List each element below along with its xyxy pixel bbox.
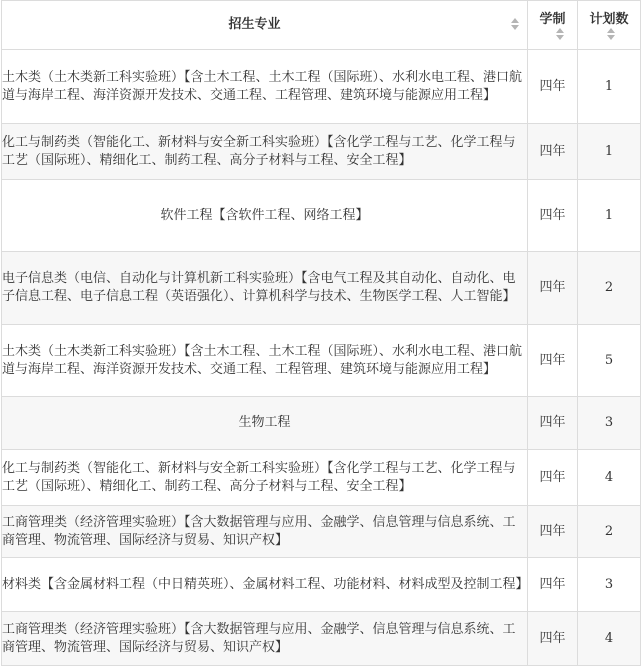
count-cell: 5 bbox=[578, 325, 641, 397]
years-cell: 四年 bbox=[528, 450, 578, 506]
major-cell: 生物工程 bbox=[2, 397, 528, 450]
sort-icon[interactable] bbox=[556, 28, 564, 40]
years-cell: 四年 bbox=[528, 612, 578, 666]
column-header-count[interactable] bbox=[578, 1, 641, 50]
count-cell: 1 bbox=[578, 180, 641, 252]
major-cell: 土木类（土木类新工科实验班）【含土木工程、土木工程（国际班）、水利水电工程、港口航道与海岸工程、海洋资源开发技术、交通工程、工程管理、建筑环境与能源应用工程】 bbox=[2, 50, 528, 124]
count-cell: 4 bbox=[578, 612, 641, 666]
major-cell: 化工与制药类（智能化工、新材料与安全新工科实验班）【含化学工程与工艺、化学工程与工艺（国际班）、精细化工、制药工程、高分子材料与工程、安全工程】 bbox=[2, 124, 528, 180]
sort-icon[interactable] bbox=[607, 28, 615, 40]
table-row bbox=[2, 325, 641, 397]
column-header-years-label: 学制 bbox=[539, 11, 566, 27]
years-cell: 四年 bbox=[528, 325, 578, 397]
table-row bbox=[2, 252, 641, 325]
major-cell: 工商管理类（经济管理实验班）【含大数据管理与应用、金融学、信息管理与信息系统、工商管理、物流管理、国际经济与贸易、知识产权】 bbox=[2, 612, 528, 666]
table-row bbox=[2, 124, 641, 180]
table-row bbox=[2, 506, 641, 558]
column-header-years[interactable] bbox=[528, 1, 578, 50]
major-cell: 化工与制药类（智能化工、新材料与安全新工科实验班）【含化学工程与工艺、化学工程与工艺（国际班）、精细化工、制药工程、高分子材料与工程、安全工程】 bbox=[2, 450, 528, 506]
years-cell: 四年 bbox=[528, 50, 578, 124]
years-cell: 四年 bbox=[528, 397, 578, 450]
count-cell: 1 bbox=[578, 124, 641, 180]
count-cell: 3 bbox=[578, 558, 641, 612]
table-row bbox=[2, 50, 641, 124]
major-cell: 工商管理类（经济管理实验班）【含大数据管理与应用、金融学、信息管理与信息系统、工商管理、物流管理、国际经济与贸易、知识产权】 bbox=[2, 506, 528, 558]
count-cell: 3 bbox=[578, 397, 641, 450]
count-cell: 2 bbox=[578, 252, 641, 325]
column-header-count-label: 计划数 bbox=[589, 11, 629, 27]
major-cell: 软件工程【含软件工程、网络工程】 bbox=[2, 180, 528, 252]
column-header-major-label: 招生专业 bbox=[228, 16, 281, 32]
table-row bbox=[2, 180, 641, 252]
major-cell: 土木类（土木类新工科实验班）【含土木工程、土木工程（国际班）、水利水电工程、港口航道与海岸工程、海洋资源开发技术、交通工程、工程管理、建筑环境与能源应用工程】 bbox=[2, 325, 528, 397]
years-cell: 四年 bbox=[528, 252, 578, 325]
table-header-row bbox=[2, 1, 641, 50]
table-row bbox=[2, 612, 641, 666]
table-row bbox=[2, 558, 641, 612]
years-cell: 四年 bbox=[528, 124, 578, 180]
count-cell: 1 bbox=[578, 50, 641, 124]
major-cell: 电子信息类（电信、自动化与计算机新工科实验班）【含电气工程及其自动化、自动化、电子信息工程、电子信息工程（英语强化）、计算机科学与技术、生物医学工程、人工智能】 bbox=[2, 252, 528, 325]
major-cell: 材料类【含金属材料工程（中日精英班）、金属材料工程、功能材料、材料成型及控制工程】 bbox=[2, 558, 528, 612]
table-row bbox=[2, 397, 641, 450]
enrollment-plan-table bbox=[1, 0, 641, 666]
sort-icon[interactable] bbox=[511, 18, 519, 30]
years-cell: 四年 bbox=[528, 506, 578, 558]
column-header-major[interactable] bbox=[2, 1, 528, 50]
years-cell: 四年 bbox=[528, 558, 578, 612]
count-cell: 4 bbox=[578, 450, 641, 506]
years-cell: 四年 bbox=[528, 180, 578, 252]
count-cell: 2 bbox=[578, 506, 641, 558]
table-row bbox=[2, 450, 641, 506]
